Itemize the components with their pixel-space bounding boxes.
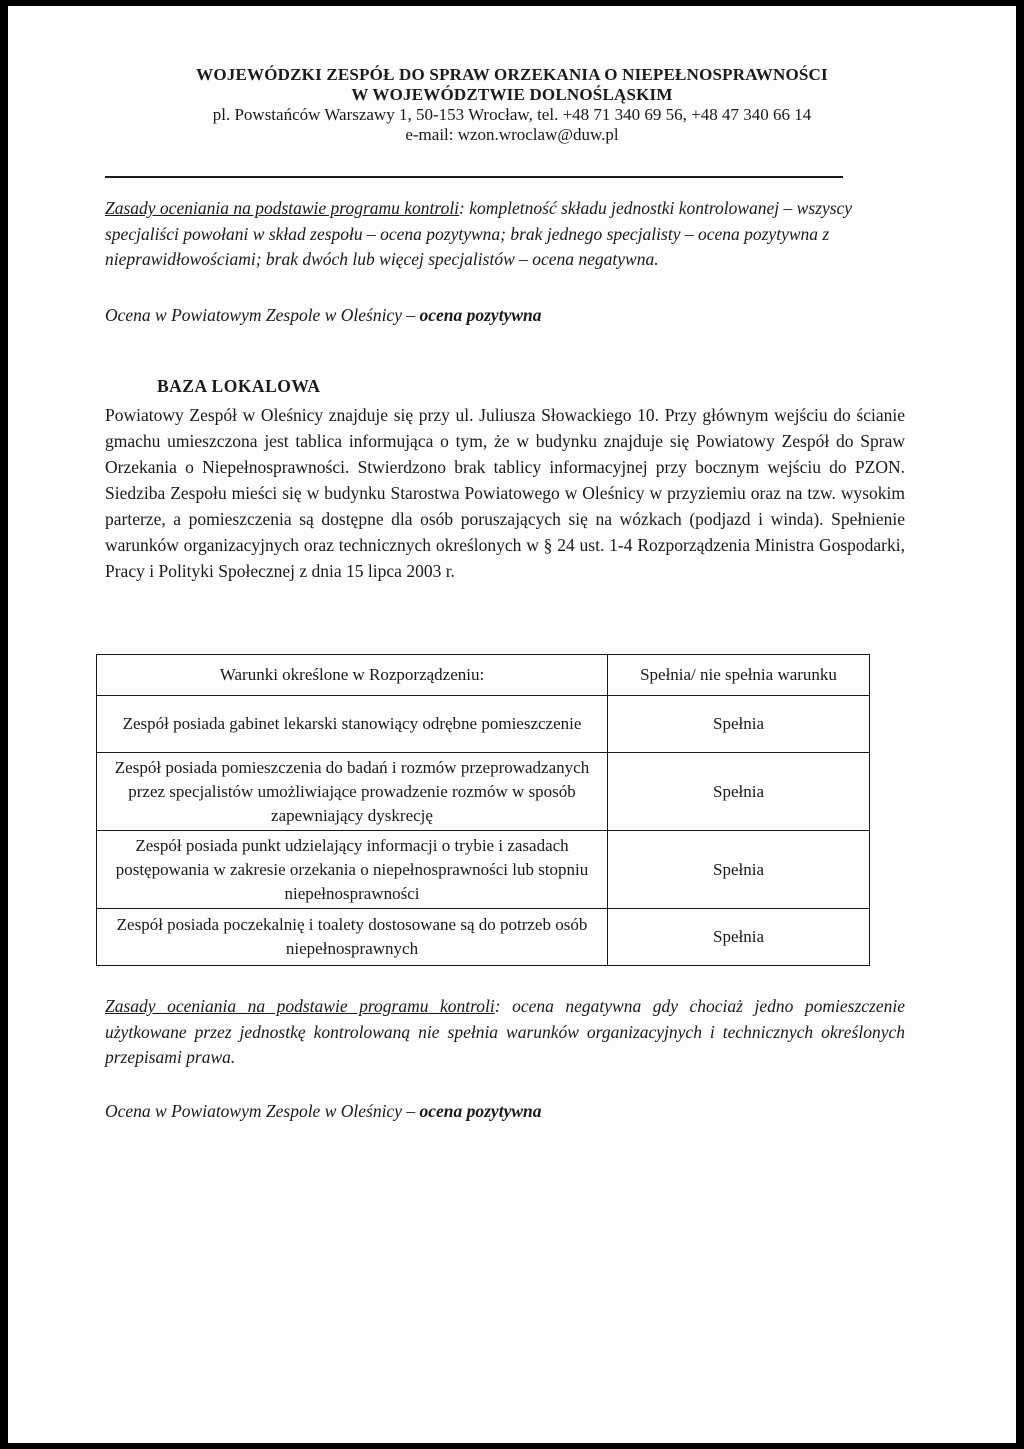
status-cell: Spełnia [608, 831, 870, 909]
status-cell: Spełnia [608, 753, 870, 831]
document-page [8, 6, 1016, 1443]
office-email: e-mail: wzon.wroclaw@duw.pl [405, 125, 619, 144]
condition-cell: Zespół posiada punkt udzielający informacji o trybie i zasadach postępowania w zakresie orzekania o niepełnosprawności lub stopniu niepełnosprawności [97, 831, 608, 909]
condition-cell: Zespół posiada gabinet lekarski stanowiący odrębne pomieszczenie [97, 696, 608, 753]
criteria-text: : ocena negatywna gdy chociaż jedno pomieszczenie użytkowane przez jednostkę kontrolowaną nie spełnia warunków organizacyjnych i technicznych określonych przepisami prawa. [105, 996, 905, 1067]
criteria-text: : kompletność składu jednostki kontrolowanej – wszyscy specjaliści powołani w skład zespołu – ocena pozytywna; brak jednego specjalisty – ocena pozytywna z nieprawidłowościami; brak dwóch lub więcej specjalistów – ocena negatywna. [105, 198, 853, 269]
assessment-criteria-staff [105, 196, 905, 273]
table-row [97, 909, 870, 966]
assessment-criteria-premises [105, 994, 905, 1071]
assessment-value: ocena pozytywna [419, 305, 542, 325]
status-cell: Spełnia [608, 696, 870, 753]
assessment-prefix: Ocena w Powiatowym Zespole w Oleśnicy – [105, 1101, 420, 1121]
table-row [97, 753, 870, 831]
requirements-table [96, 654, 870, 966]
status-cell: Spełnia [608, 909, 870, 966]
assessment-prefix: Ocena w Powiatowym Zespole w Oleśnicy – [105, 305, 420, 325]
condition-cell: Zespół posiada pomieszczenia do badań i rozmów przeprowadzanych przez specjalistów umożliwiające prowadzenie rozmów w sposób zapewniający dyskrecję [97, 753, 608, 831]
column-header-status: Spełnia/ nie spełnia warunku [608, 655, 870, 696]
column-header-condition: Warunki określone w Rozporządzeniu: [97, 655, 608, 696]
assessment-result-staff [105, 302, 905, 328]
table-header-row [97, 655, 870, 696]
assessment-value: ocena pozytywna [419, 1101, 542, 1121]
header-divider [105, 176, 843, 178]
document-header [8, 65, 1016, 145]
section-title: BAZA LOKALOWA [157, 376, 321, 396]
table-row [97, 831, 870, 909]
premises-paragraph: Powiatowy Zespół w Oleśnicy znajduje się przy ul. Juliusza Słowackiego 10. Przy głównym wejściu do ścianie gmachu umieszczona jest tablica informująca o tym, że w budynku znajduje się Powiatowy Zespół do Spraw Orzekania o Niepełnosprawności. Stwierdzono brak tablicy informacyjnej przy bocznym wejściu do PZON. Siedziba Zespołu mieści się w budynku Starostwa Powiatowego w Oleśnicy w przyziemiu oraz na tzw. wysokim parterze, a pomieszczenia są dostępne dla osób poruszających się na wózkach (podjazd i winda). Spełnienie warunków organizacyjnych oraz technicznych określonych w § 24 ust. 1-4 Rozporządzenia Ministra Gospodarki, Pracy i Polityki Społecznej z dnia 15 lipca 2003 r. [105, 405, 905, 581]
criteria-label: Zasady oceniania na podstawie programu kontroli [105, 198, 460, 218]
table-row [97, 696, 870, 753]
office-name-line1: WOJEWÓDZKI ZESPÓŁ DO SPRAW ORZEKANIA O NIEPEŁNOSPRAWNOŚCI [196, 65, 828, 84]
condition-cell: Zespół posiada poczekalnię i toalety dostosowane są do potrzeb osób niepełnosprawnych [97, 909, 608, 966]
assessment-result-premises [105, 1098, 905, 1124]
criteria-label: Zasady oceniania na podstawie programu kontroli [105, 996, 495, 1016]
office-address: pl. Powstańców Warszawy 1, 50-153 Wrocław, tel. +48 71 340 69 56, +48 47 340 66 14 [212, 105, 812, 124]
office-name-line2: W WOJEWÓDZTWIE DOLNOŚLĄSKIM [351, 85, 673, 104]
